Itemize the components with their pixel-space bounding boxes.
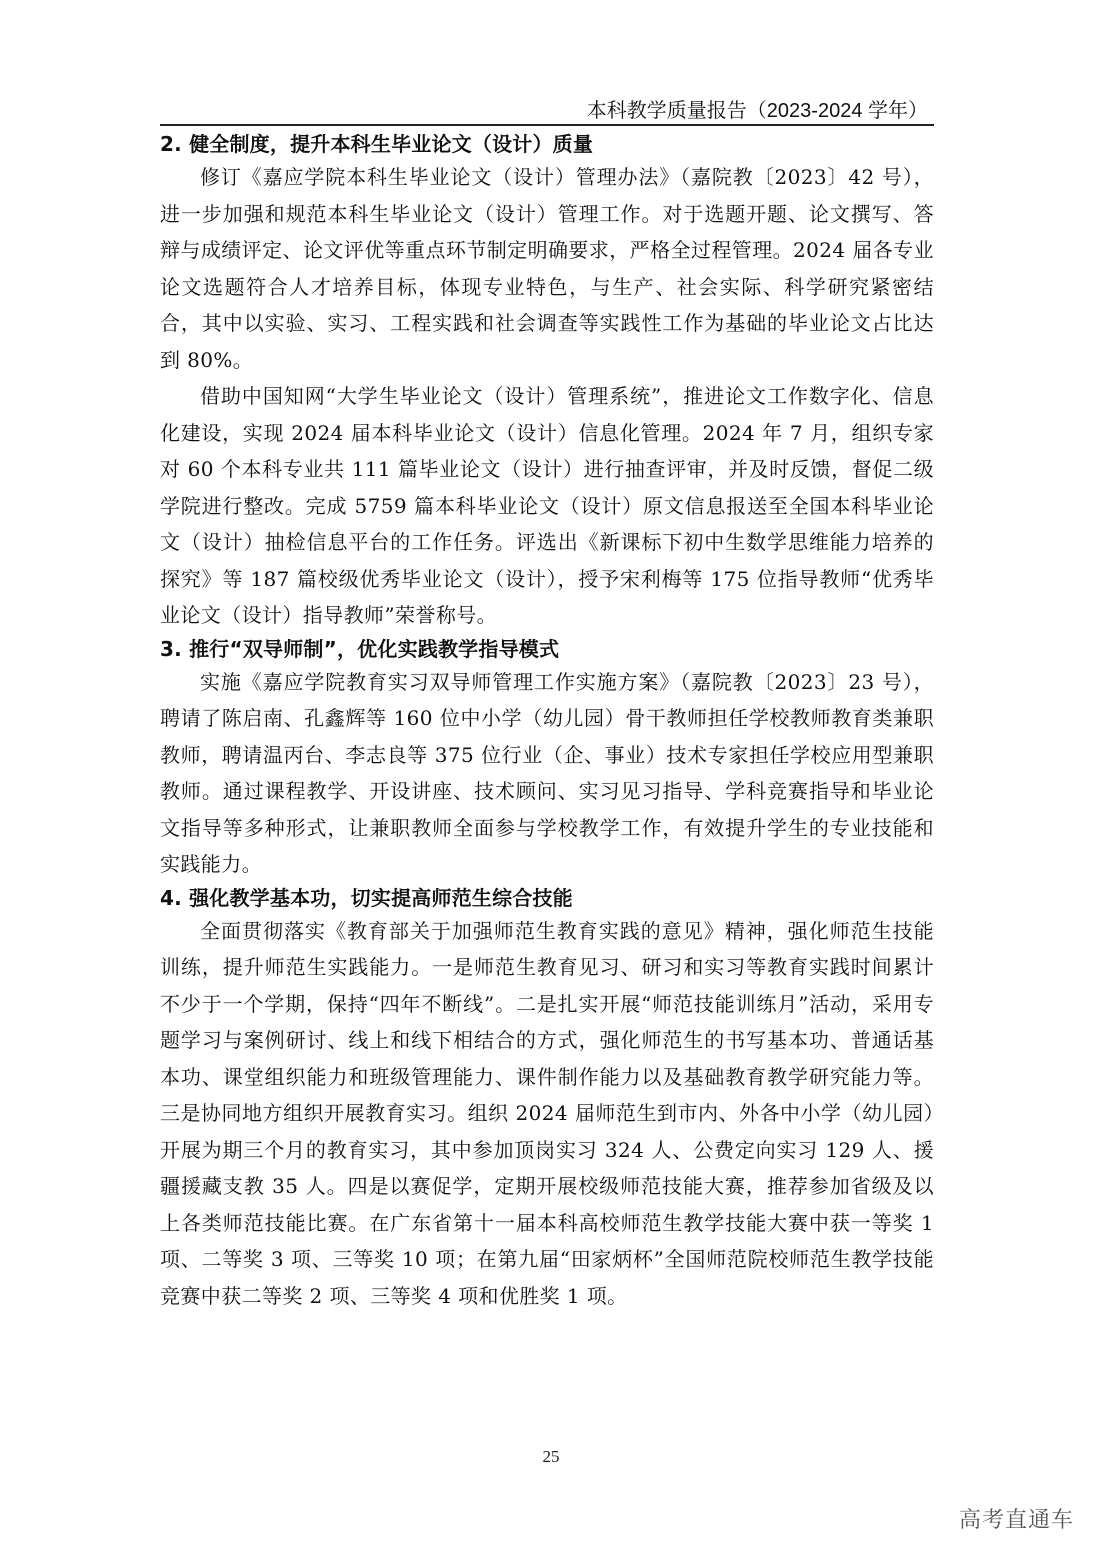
- report-title: 本科教学质量报告（2023-2024 学年）: [586, 100, 928, 122]
- section-heading-2: 2. 健全制度，提升本科生毕业论文（设计）质量: [160, 132, 594, 156]
- paragraph: 全面贯彻落实《教育部关于加强师范生教育实践的意见》精神，强化师范生技能训练，提升师范生实践能力。一是师范生教育见习、研习和实习等教育实践时间累计不少于一个学期，保持“四年不断线”。二是扎实开展“师范技能训练月”活动，采用专题学习与案例研讨、线上和线下相结合的方式，强化师范生的书写基本功、普通话基本功、课堂组织能力和班级管理能力、课件制作能力以及基础教育教学研究能力等。三是协同地方组织开展教育实习。组织 2024 届师范生到市内、外各中小学（幼儿园）开展为期三个月的教育实习，其中参加顶岗实习 324 人、公费定向实习 129 人、援疆援藏支教 35 人。四是以赛促学，定期开展校级师范技能大赛，推荐参加省级及以上各类师范技能比赛。在广东省第十一届本科高校师范生教学技能大赛中获一等奖 1 项、二等奖 3 项、三等奖 10 项；在第九届“田家炳杯”全国师范院校师范生教学技能竞赛中获二等奖 2 项、三等奖 4 项和优胜奖 1 项。: [160, 918, 934, 1308]
- page-number: 25: [542, 1447, 560, 1466]
- section-heading-4: 4. 强化教学基本功，切实提高师范生综合技能: [160, 885, 573, 910]
- paragraph: 借助中国知网“大学生毕业论文（设计）管理系统”，推进论文工作数字化、信息化建设，实现 2024 届本科毕业论文（设计）信息化管理。2024 年 7 月，组织专家对 60 个本科专业共 111 篇毕业论文（设计）进行抽查评审，并及时反馈，督促二级学院进行整改。完成 5759 篇本科毕业论文（设计）原文信息报送至全国本科毕业论文（设计）抽检信息平台的工作任务。评选出《新课标下初中生数学思维能力培养的探究》等 187 篇校级优秀毕业论文（设计），授予宋利梅等 175 位指导教师“优秀毕业论文（设计）指导教师”荣誉称号。: [160, 384, 934, 627]
- document-body: [160, 129, 934, 1314]
- page-header: [160, 92, 934, 126]
- watermark-text: 高考直通车: [958, 1508, 1074, 1533]
- paragraph: 修订《嘉应学院本科生毕业论文（设计）管理办法》（嘉院教〔2023〕42 号），进一步加强和规范本科生毕业论文（设计）管理工作。对于选题开题、论文撰写、答辩与成绩评定、论文评优等重点环节制定明确要求，严格全过程管理。2024 届各专业论文选题符合人才培养目标，体现专业特色，与生产、社会实际、科学研究紧密结合，其中以实验、实习、工程实践和社会调查等实践性工作为基础的毕业论文占比达到 80%。: [160, 165, 934, 372]
- paragraph: 实施《嘉应学院教育实习双导师管理工作实施方案》（嘉院教〔2023〕23 号），聘请了陈启南、孔鑫辉等 160 位中小学（幼儿园）骨干教师担任学校教师教育类兼职教师，聘请温丙台、李志良等 375 位行业（企、事业）技术专家担任学校应用型兼职教师。通过课程教学、开设讲座、技术顾问、实习见习指导、学科竞赛指导和毕业论文指导等多种形式，让兼职教师全面参与学校教学工作，有效提升学生的专业技能和实践能力。: [160, 669, 934, 876]
- section-heading-3: 3. 推行“双导师制”，优化实践教学指导模式: [160, 636, 560, 661]
